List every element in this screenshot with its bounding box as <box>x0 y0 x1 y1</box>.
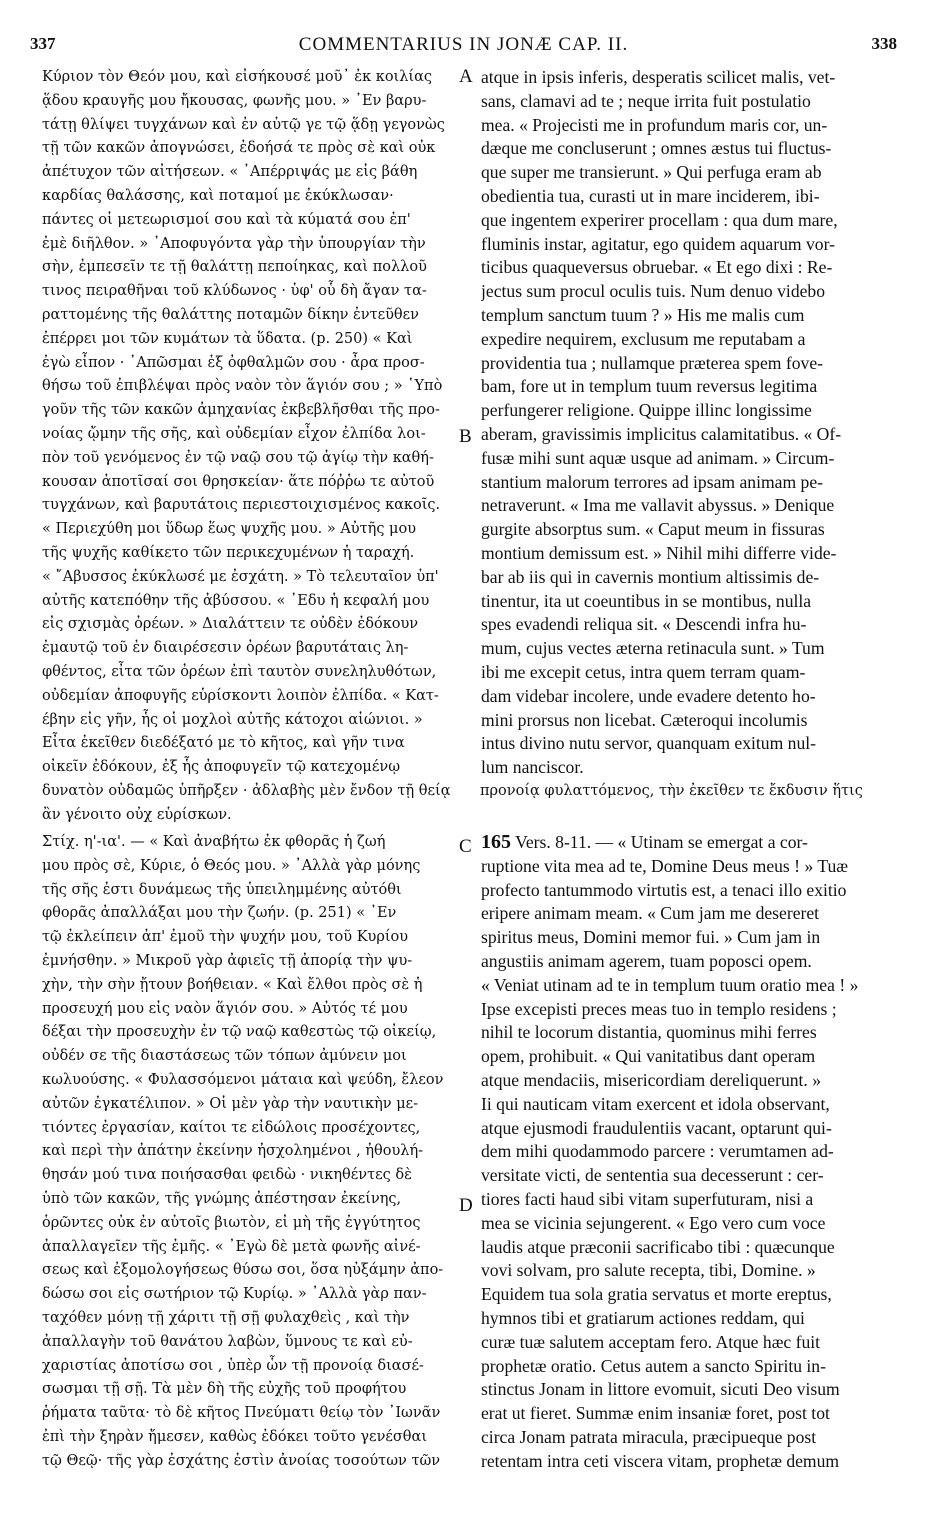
greek-line: εἰς σχισμὰς ὀρέων. » Διαλάττειν τε οὐδὲν ἐδόκουν <box>42 616 419 633</box>
greek-line: ἐγὼ εἶπον · ᾿Απῶσμαι ἐξ ὀφθαλμῶν σου · ἆρα προσ- <box>42 354 425 371</box>
margin-marker-a: A <box>459 66 473 87</box>
greek-line: αὐτῆς κατεπόθην τῆς ἀβύσσου. « ᾿Εδυ ἡ κεφαλή μου <box>42 592 430 609</box>
latin-line: netraverunt. « Ima me vallavit abyssus. » Denique <box>481 495 835 516</box>
latin-line: obedientia tua, curasti ut in mare inciderem, ibi- <box>481 185 820 206</box>
latin-line: ibi me excepit cetus, intra quem terram quam- <box>481 661 806 682</box>
spanning-text <box>42 779 902 827</box>
greek-line: ἐμαυτῷ τοῦ ἐν διαιρέσεσιν ὀρέων βαρυτάταις λη- <box>42 640 409 657</box>
latin-line: tiores facti haud sibi vitam superfuturam, nisi a <box>481 1188 814 1209</box>
greek-line: σὴν, ἐμπεσεῖν τε τῇ θαλάττῃ πεποίηκας, καὶ πολλοῦ <box>42 259 427 276</box>
greek-line: έβην εἰς γῆν, ἧς οἱ μοχλοὶ αὐτῆς κάτοχοι αἰώνιοι. » <box>42 711 423 728</box>
page-header <box>30 34 897 58</box>
latin-line: bam, fore ut in templum tuum reversus legitima <box>481 376 818 397</box>
greek-line: σωσμαι τῇ σῇ. Τὰ μὲν δὴ τῆς εὐχῆς τοῦ προφήτου <box>42 1381 407 1398</box>
greek-line: πάντες οἱ μετεωρισμοί σου καὶ τὰ κύματά σου ἐπ' <box>42 211 411 228</box>
greek-line: ᾅδου κραυγῆς μου ἤκουσας, φωνῆς μου. » ᾿Εν βαρυ- <box>42 92 427 109</box>
latin-line: nihil te locorum distantia, quominus mihi ferres <box>481 1022 817 1043</box>
latin-line: bar ab iis qui in cavernis montium altissimis de- <box>481 566 820 587</box>
greek-line: κωλυούσης. « Φυλασσόμενοι μάταια καὶ ψεύδη, ἔλεον <box>42 1071 444 1088</box>
latin-line: perfungerer religione. Quippe illinc longissime <box>481 400 812 421</box>
greek-line: δέξαι τὴν προσευχὴν ἐν τῷ ναῷ καθεστὼς τῷ οἰκείῳ, <box>42 1024 437 1041</box>
greek-line: ὁρῶντες οὐκ ἐν αὐτοῖς βιωτὸν, εἰ μὴ τῆς ἐγγύτητος <box>42 1214 421 1231</box>
latin-line: spes evadendi reliqua sit. « Descendi infra hu- <box>481 614 807 635</box>
latin-line: tinentur, ita ut coeuntibus in se montibus, nulla <box>481 590 812 611</box>
margin-marker-c: C <box>459 836 472 857</box>
latin-line: intus divino nutu servor, quanquam exitum nul- <box>481 733 817 754</box>
latin-line: hymnos tibi et gratiarum actiones reddam, qui <box>481 1307 805 1328</box>
greek-line: τινος πειραθῆναι τοῦ κλύδωνος · ὑφ' οὗ δὴ ἄγαν τα- <box>42 283 427 300</box>
running-title: COMMENTARIUS IN JONÆ CAP. II. <box>298 34 629 55</box>
greek-line: τῆς ψυχῆς καθίκετο τῶν περικεχυμένων ἡ ταραχή. <box>42 544 415 561</box>
latin-line: stantium malorum terrores ad ipsam animam pe- <box>481 471 824 492</box>
page-number-right: 338 <box>871 34 897 53</box>
greek-line: δώσω σοι εἰς σωτήριον τῷ Κυρίῳ. » ᾿Αλλὰ γὰρ παν- <box>42 1286 427 1303</box>
latin-line: circa Jonam patrata miracula, præcipueque post <box>481 1426 817 1447</box>
latin-line: gurgite absorptus sum. « Caput meum in fissuras <box>481 519 825 540</box>
latin-line: mini prorsus non licebat. Cæteroqui incolumis <box>481 709 808 730</box>
greek-line: γοῦν τῆς τῶν κακῶν ἀμηχανίας ἐκβεβλῆσθαι τῆς προ- <box>42 402 440 419</box>
greek-line: σεως καὶ ἐξομολογήσεως θύσω σοι, ὅσα ηὐξάμην ἀπο- <box>42 1262 444 1279</box>
greek-line: τιόντες ἐργασίαν, καίτοι τε εἰδώλοις προσέχοντες, <box>42 1119 421 1136</box>
latin-line: expedire nequirem, exclusum me reputabam a <box>481 328 806 349</box>
greek-line: ἐμὲ διῆλθον. » ᾿Αποφυγόντα γὰρ τὴν ὑπουργίαν τὴν <box>42 235 426 252</box>
latin-line: que ingentem experirer procellam : qua dum mare, <box>481 209 838 230</box>
greek-line: φθέντος, εἶτα τῶν ὀρέων ἐπὶ ταυτὸν συνεληλυθότων, <box>42 663 437 680</box>
greek-line: Εἶτα ἐκεῖθεν διεδέξατό με τὸ κῆτος, καὶ γῆν τινα <box>42 735 405 752</box>
verse-heading: Vers. 8-11. — « Utinam se emergat a cor- <box>511 832 808 852</box>
greek-line: κουσαν ἀποτῖσαί σοι θρησκείαν· ἅτε πόῤῥω τε αὐτοῦ <box>42 473 435 490</box>
latin-line: mea. « Projecisti me in profundum maris cor, un- <box>481 114 828 135</box>
latin-line: retentam intra ceti viscera vitam, prophetæ demum <box>481 1450 840 1471</box>
greek-line: τῆς σῆς ἐστι δυνάμεως τῆς ὑπειλημμένης αὐτόθι <box>42 881 402 898</box>
greek-line: καρδίας θαλάσσης, καὶ ποταμοί με ἐκύκλωσαν· <box>42 187 394 204</box>
latin-line: Equidem tua sola gratia servatus et morte ereptus, <box>481 1284 832 1305</box>
greek-line: ῥήματα ταῦτα· τὸ δὲ κῆτος Πνεύματι θείῳ τὸν ᾿Ιωνᾶν <box>42 1405 441 1422</box>
page-number-left: 337 <box>30 34 56 53</box>
latin-line: ticibus quaqueversus obruebar. « Et ego dixi : Re- <box>481 257 833 278</box>
greek-column-lower <box>42 831 458 1474</box>
latin-lower-line <box>481 831 891 855</box>
greek-line: θήσω τοῦ ἐπιβλέψαι πρὸς ναὸν τὸν ἅγιόν σου ; » ῾Υπὸ <box>42 378 443 395</box>
latin-line: stinctus Jonam in littore evomuit, sicuti Deo visum <box>481 1379 840 1400</box>
latin-line: jectus sum procul oculis tuis. Num denuo videbo <box>481 281 826 302</box>
latin-line: fluminis instar, agitatur, ego quidem aquarum vor- <box>481 233 835 254</box>
spanning-line-1-left: δυνατὸν οὐδαμῶς ὑπῆρξεν · ἀδλαβὴς μὲν ἔνδον τῇ θείᾳ <box>42 783 451 799</box>
latin-line: prophetæ oratio. Cetus autem a sancto Spiritu in- <box>481 1355 826 1376</box>
greek-line: ἐπὶ τὴν ξηρὰν ἤμεσεν, καθὼς ἐδόκει τοῦτο γενέσθαι <box>42 1428 428 1445</box>
latin-line: laudis atque præconii sacrificabo tibi : quæcunque <box>481 1236 835 1257</box>
latin-line: fusæ mihi sunt aquæ usque ad animam. » Circum- <box>481 447 835 468</box>
latin-line: curæ tuæ salutem acceptam fero. Atque hæc fuit <box>481 1331 821 1352</box>
latin-line: atque in ipsis inferis, desperatis scilicet malis, vet- <box>481 67 836 87</box>
greek-line: νοίας ᾤμην τῆς σῆς, καὶ οὐδεμίαν εἶχον ἐλπίδα λοι- <box>42 425 426 442</box>
greek-line: ἀπαλλαγεῖεν τῆς ἐμῆς. « ᾿Εγὼ δὲ μετὰ φωνῆς αἰνέ- <box>42 1238 421 1255</box>
greek-line: καὶ περὶ τὴν ἀπάτην ἐκείνην ἠσχολημένοι , ἠθουλή- <box>42 1143 424 1160</box>
greek-column-upper <box>42 66 458 780</box>
greek-line: οἰκεῖν ἐδόκουν, ἐξ ἧς ἀποφυγεῖν τῷ κατεχομένῳ <box>42 759 401 776</box>
greek-line: φθορᾶς ἀπαλλάξαι μου τὴν ζωήν. (p. 251) « ᾿Εν <box>42 905 397 922</box>
spanning-line-2: ἂν γένοιτο οὐχ εὑρίσκων. <box>42 807 232 823</box>
greek-line: τῷ Θεῷ· τῆς γὰρ ἐσχάτης ἐστὶν ἀνοίας τοσούτων τῶν <box>42 1452 441 1469</box>
latin-line: lum nanciscor. <box>481 757 584 778</box>
greek-line: Στίχ. η'-ια'. — « Καὶ ἀναβήτω ἐκ φθορᾶς ἡ ζωή <box>42 834 386 850</box>
latin-line: versitate victi, de sententia sua decesserunt : cer- <box>481 1165 824 1186</box>
latin-line: Ii qui nauticam vitam exercent et idola observant, <box>481 1093 830 1114</box>
greek-line: μου πρὸς σὲ, Κύριε, ὁ Θεός μου. » ᾿Αλλὰ γὰρ μόνης <box>42 857 421 874</box>
greek-line: πὸν τοῦ γενόμενος ἐν τῷ ναῷ σου τῷ ἁγίῳ τὴν καθή- <box>42 449 434 466</box>
latin-line: angustiis animam agerem, tuam poposci opem. <box>481 950 812 971</box>
latin-line: providentia tua ; nullamque præterea spem fove- <box>481 352 823 373</box>
latin-line: opem, prohibuit. « Qui vanitatibus dant operam <box>481 1046 816 1067</box>
greek-line: τάτῃ θλίψει τυγχάνων καὶ ἐν αὐτῷ γε τῷ ᾅδῃ γεγονὼς <box>42 116 445 133</box>
greek-line: τῷ ἐκλείπειν ἀπ' ἐμοῦ τὴν ψυχήν μου, τοῦ Κυρίου <box>42 929 409 946</box>
greek-line: οὐδεμίαν ἀποφυγῆς εὑρίσκοντι λοιπὸν ἐλπίδα. « Κατ- <box>42 687 439 704</box>
latin-line: profecto tantummodo virtutis est, a tenaci illo exitio <box>481 879 847 900</box>
latin-column-upper <box>481 66 891 780</box>
latin-line: spiritus meus, Domini memor fui. » Cum jam in <box>481 927 821 948</box>
greek-line: οὐδέν σε τῆς διαστάσεως τῶν τόπων ἀμύνειν μοι <box>42 1048 407 1065</box>
latin-line: atque ejusmodi fraudulentiis vacant, optarunt qui- <box>481 1117 832 1138</box>
latin-line: vovi solvam, pro salute recepta, tibi, Domine. » <box>481 1260 816 1281</box>
latin-line: sans, clamavi ad te ; neque irrita fuit postulatio <box>481 90 811 111</box>
greek-line: χαριστίας ἀποτίσω σοι , ὑπὲρ ὧν τῇ προνοίᾳ διασέ- <box>42 1357 424 1374</box>
greek-line: « ῎Αβυσσος ἐκύκλωσέ με ἐσχάτη. » Τὸ τελευταῖον ὑπ' <box>42 568 439 585</box>
latin-line: montium demissum est. » Nihil mihi differre vide- <box>481 542 837 563</box>
greek-line: τυγχάνων, καὶ βαρυτάτοις περιεστοιχισμένος κακοῖς. <box>42 497 441 514</box>
greek-line: προσευχή μου εἰς ναὸν ἅγιόν σου. » Αὐτός τέ μου <box>42 1000 408 1017</box>
greek-line: ἐπέρρει μοι τῶν κυμάτων τὰ ὕδατα. (p. 250) « Καὶ <box>42 330 413 347</box>
latin-line: atque mendaciis, misericordiam dereliquerunt. » <box>481 1069 822 1090</box>
latin-line: « Veniat utinam ad te in templum tuum oratio mea ! » <box>481 974 859 995</box>
latin-line: dem mihi quodammodo parcere : verumtamen ad- <box>481 1141 834 1162</box>
latin-line: templum sanctum tuum ? » His me malis cum <box>481 304 805 325</box>
greek-line: ὑπὸ τῶν κακῶν, τῆς γνώμης ἀπέστησαν ἐκείνης, <box>42 1190 402 1207</box>
margin-marker-d: D <box>459 1195 473 1216</box>
greek-line: χὴν, τὴν σὴν ᾔτουν βοήθειαν. « Καὶ ἔλθοι πρὸς σὲ ἡ <box>42 976 423 993</box>
latin-line: erat ut fieret. Summæ enim insaniæ foret, post tot <box>481 1403 830 1424</box>
latin-line: mea se vicinia sejungerent. « Ego vero cum voce <box>481 1212 826 1233</box>
greek-line: ἀπέτυχον τῶν αἰτήσεων. « ᾿Απέρριψάς με εἰς βάθη <box>42 164 418 181</box>
spanning-line-1-right: προνοίᾳ φυλαττόμενος, τὴν ἐκεῖθεν τε ἔκδυσιν ἥτις <box>480 783 863 799</box>
latin-line: dam videbar incolere, unde evadere detento ho- <box>481 685 816 706</box>
greek-line: θησάν μού τινα ποιήσασθαι φειδὼ · νικηθέντες δὲ <box>42 1167 412 1184</box>
latin-line: eripere animam meam. « Cum jam me desereret <box>481 903 820 924</box>
greek-line: αὐτῶν ἐγκατέλιπον. » Οἱ μὲν γὰρ τὴν ναυτικὴν με- <box>42 1095 419 1112</box>
greek-line: τῇ τῶν κακῶν ἀπογνώσει, ἐδοήσά τε πρὸς σὲ καὶ οὐκ <box>42 140 436 157</box>
latin-line: Ipse excepisti preces meas tuo in templo residens ; <box>481 998 837 1019</box>
greek-line: « Περιεχύθη μοι ὕδωρ ἕως ψυχῆς μου. » Αὐτῆς μου <box>42 521 417 538</box>
latin-line: que super me transierunt. » Qui perfuga eram ab <box>481 162 822 183</box>
section-number: 165 <box>481 831 511 853</box>
greek-line: ταχόθεν μόνῃ τῇ χάριτι τῇ σῇ φυλαχθεὶς , καὶ τὴν <box>42 1309 410 1326</box>
greek-line: Κύριον τὸν Θεόν μου, καὶ εἰσήκουσέ μοῦ᾿ ἐκ κοιλίας <box>42 69 433 85</box>
latin-line: ruptione vita mea ad te, Domine Deus meus ! » Tuæ <box>481 855 848 876</box>
greek-line: ἐμνήσθην. » Μικροῦ γὰρ ἀφιεῖς τῇ ἀπορίᾳ τὴν ψυ- <box>42 952 413 969</box>
latin-column-lower <box>481 831 891 1474</box>
latin-line: aberam, gravissimis implicitus calamitatibus. « Of- <box>481 423 842 444</box>
greek-line: ραττομένης τῆς θαλάττης ποταμῶν δίκην ἐντεῦθεν <box>42 306 419 323</box>
margin-marker-b: B <box>459 426 472 447</box>
latin-line: dæque me concluserunt ; omnes æstus tui fluctus- <box>481 138 832 159</box>
greek-line: ἀπαλλαγὴν τοῦ θανάτου λαβὼν, ὕμνους τε καὶ εὐ- <box>42 1333 413 1350</box>
latin-line: mum, cujus vectes æterna retinacula sunt. » Tum <box>481 638 825 659</box>
